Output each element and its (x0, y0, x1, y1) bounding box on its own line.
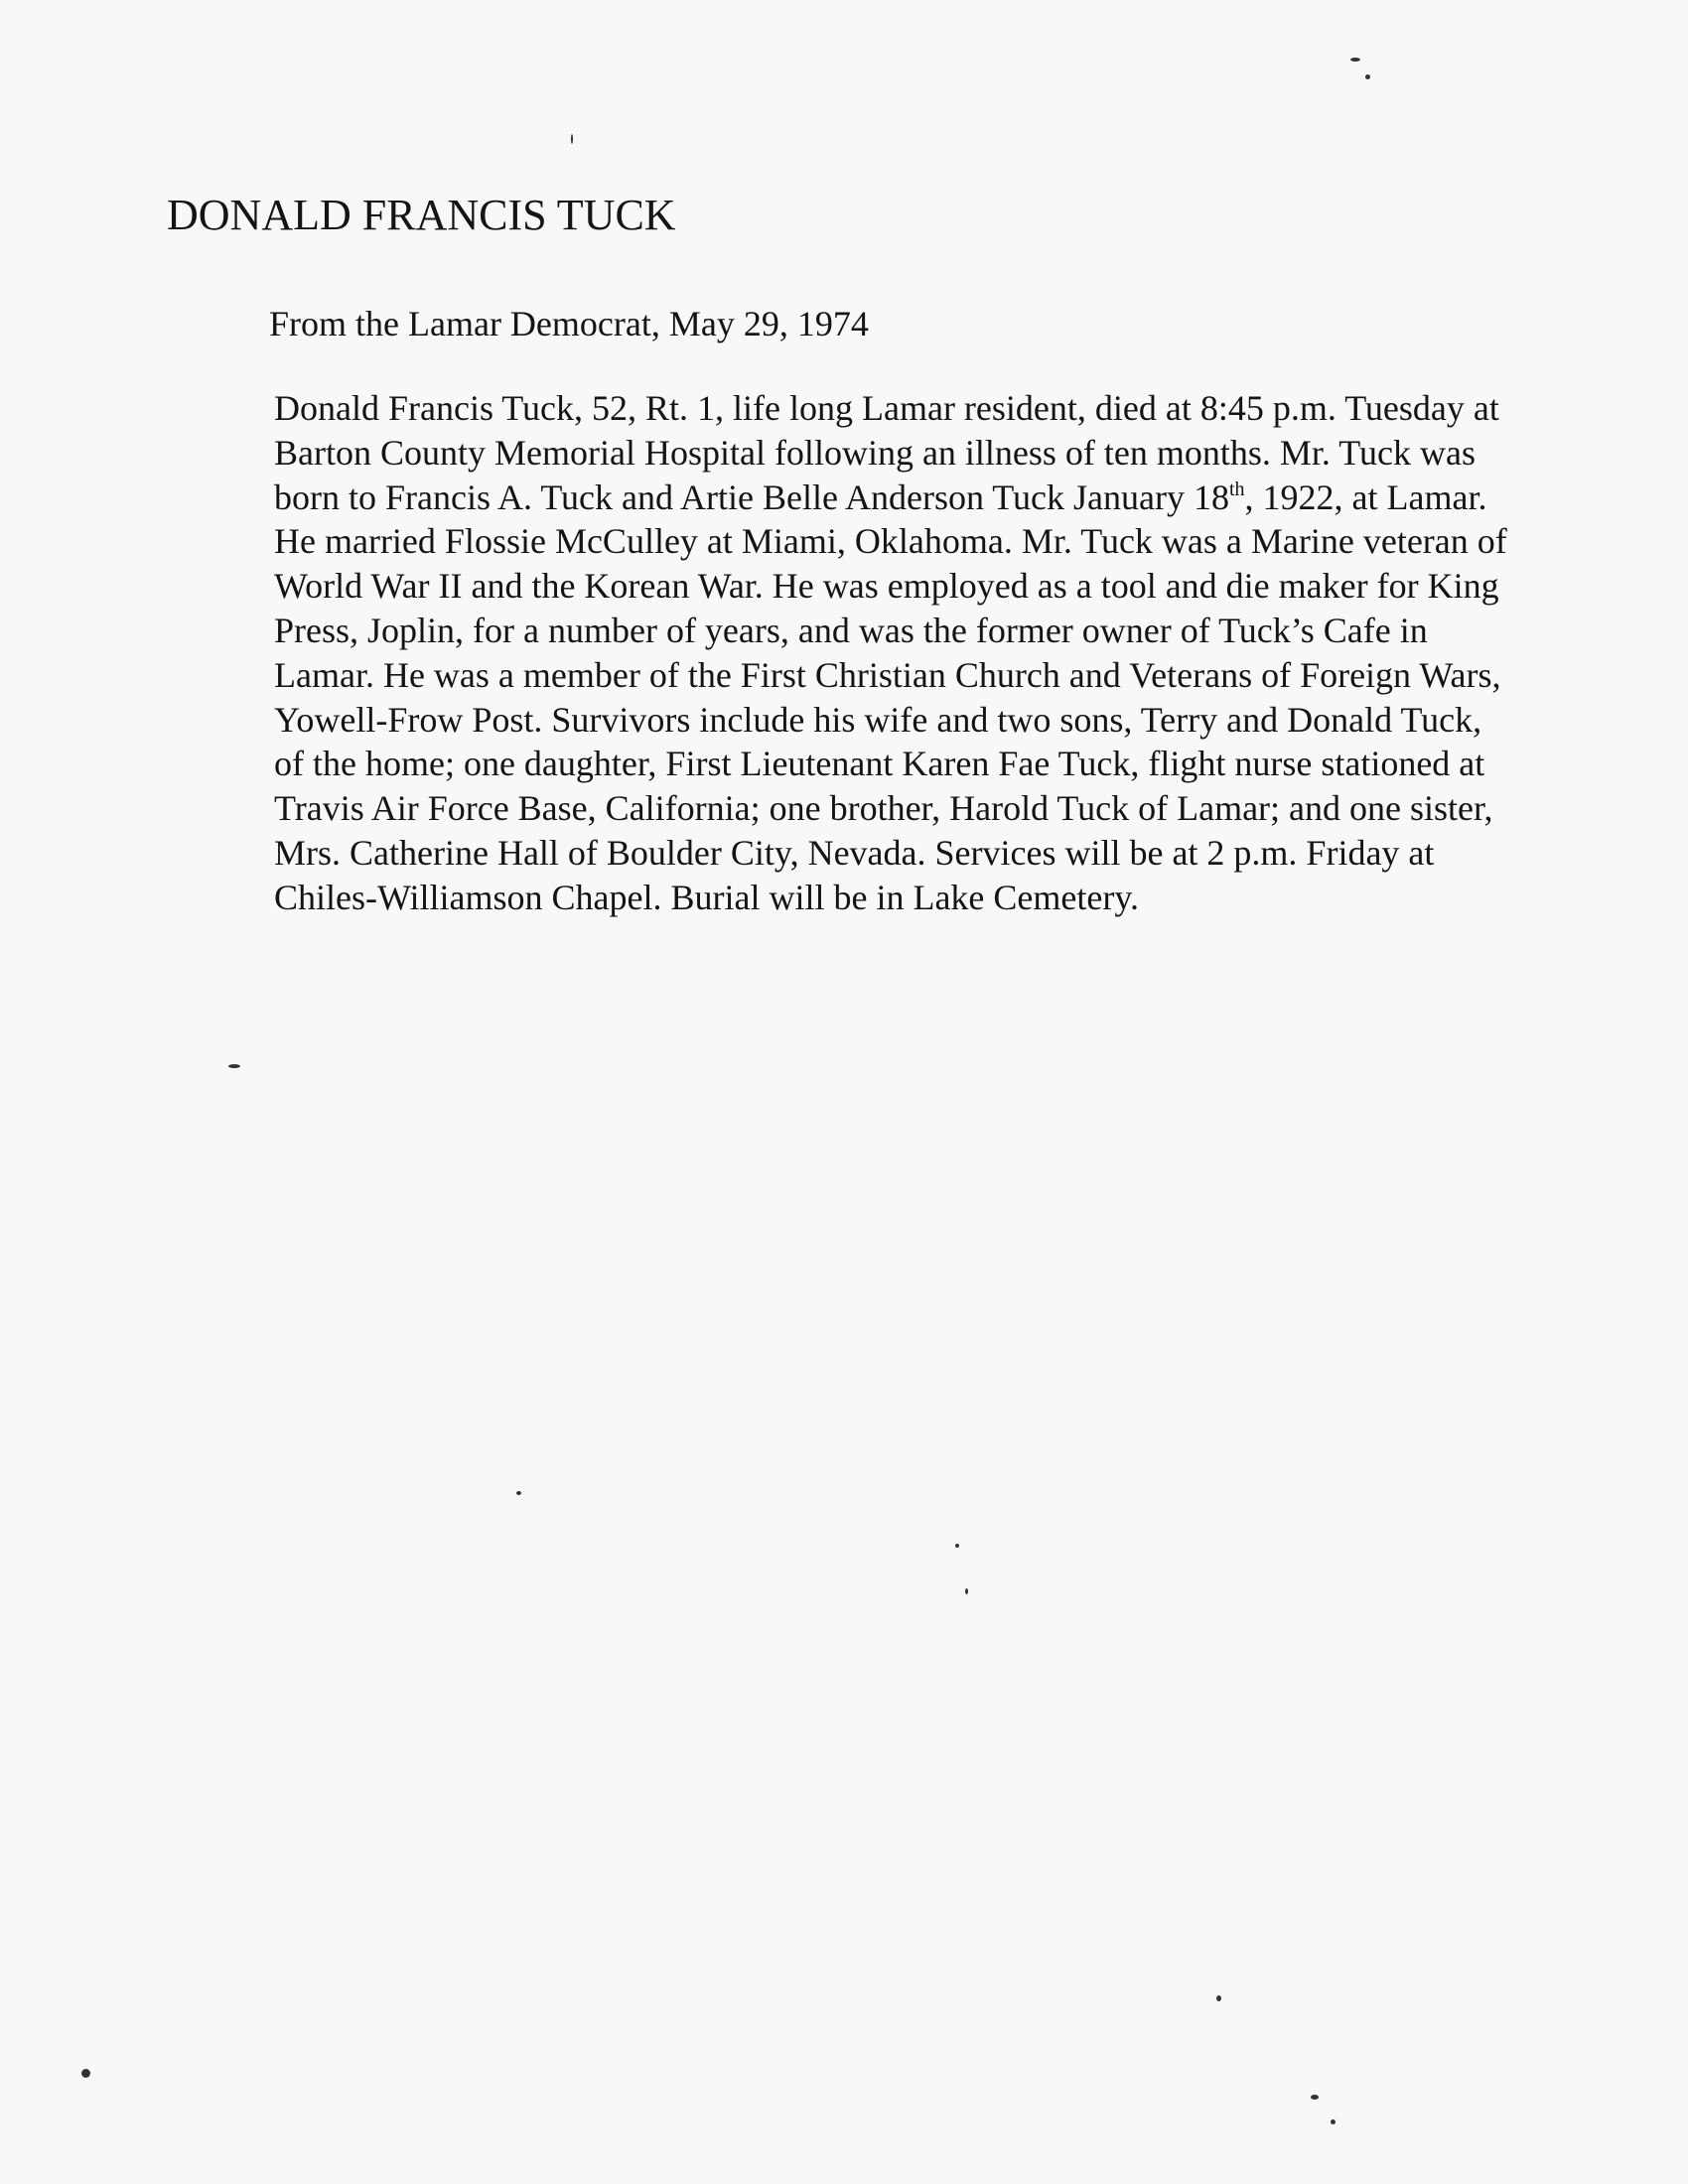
body-line: Chiles-Williamson Chapel. Burial will be in Lake Cemetery. (274, 877, 1140, 917)
body-line: World War II and the Korean War. He was employed as a tool and die maker for King (274, 566, 1499, 607)
body-line: Press, Joplin, for a number of years, and was the former owner of Tuck’s Cafe in (274, 610, 1428, 650)
scan-speck (1311, 2095, 1319, 2100)
source-line: From the Lamar Democrat, May 29, 1974 (269, 304, 869, 343)
body-line-text: , 1922, at Lamar. (1244, 477, 1487, 517)
scan-speck (1216, 1995, 1221, 2001)
scan-speck (81, 2069, 90, 2078)
body-line: of the home; one daughter, First Lieutenant Karen Fae Tuck, flight nurse stationed at (274, 744, 1485, 784)
scan-speck (1331, 2119, 1336, 2124)
scan-speck (1365, 74, 1370, 79)
scan-speck (965, 1588, 968, 1594)
body-line: He married Flossie McCulley at Miami, Oklahoma. Mr. Tuck was a Marine veteran of (274, 521, 1507, 562)
body-line: Lamar. He was a member of the First Christian Church and Veterans of Foreign Wars, (274, 654, 1501, 695)
scan-speck (228, 1064, 240, 1068)
scan-speck (571, 134, 573, 144)
body-line: Travis Air Force Base, California; one brother, Harold Tuck of Lamar; and one sister, (274, 788, 1493, 829)
body-line: Mrs. Catherine Hall of Boulder City, Nevada. Services will be at 2 p.m. Friday at (274, 832, 1435, 873)
ordinal-suffix: th (1228, 478, 1245, 500)
scan-speck (516, 1491, 521, 1495)
scan-speck (1350, 58, 1360, 62)
body-line (274, 476, 1507, 520)
body-line: Donald Francis Tuck, 52, Rt. 1, life long Lamar resident, died at 8:45 p.m. Tuesday at (274, 388, 1499, 428)
body-line-text: born to Francis A. Tuck and Artie Belle Anderson Tuck January 18 (274, 477, 1229, 517)
scan-speck (955, 1544, 959, 1548)
obituary-title: DONALD FRANCIS TUCK (167, 191, 676, 239)
body-line: Barton County Memorial Hospital following an illness of ten months. Mr. Tuck was (274, 432, 1476, 473)
body-line: Yowell-Frow Post. Survivors include his wife and two sons, Terry and Donald Tuck, (274, 699, 1482, 740)
obituary-body (274, 386, 1507, 920)
